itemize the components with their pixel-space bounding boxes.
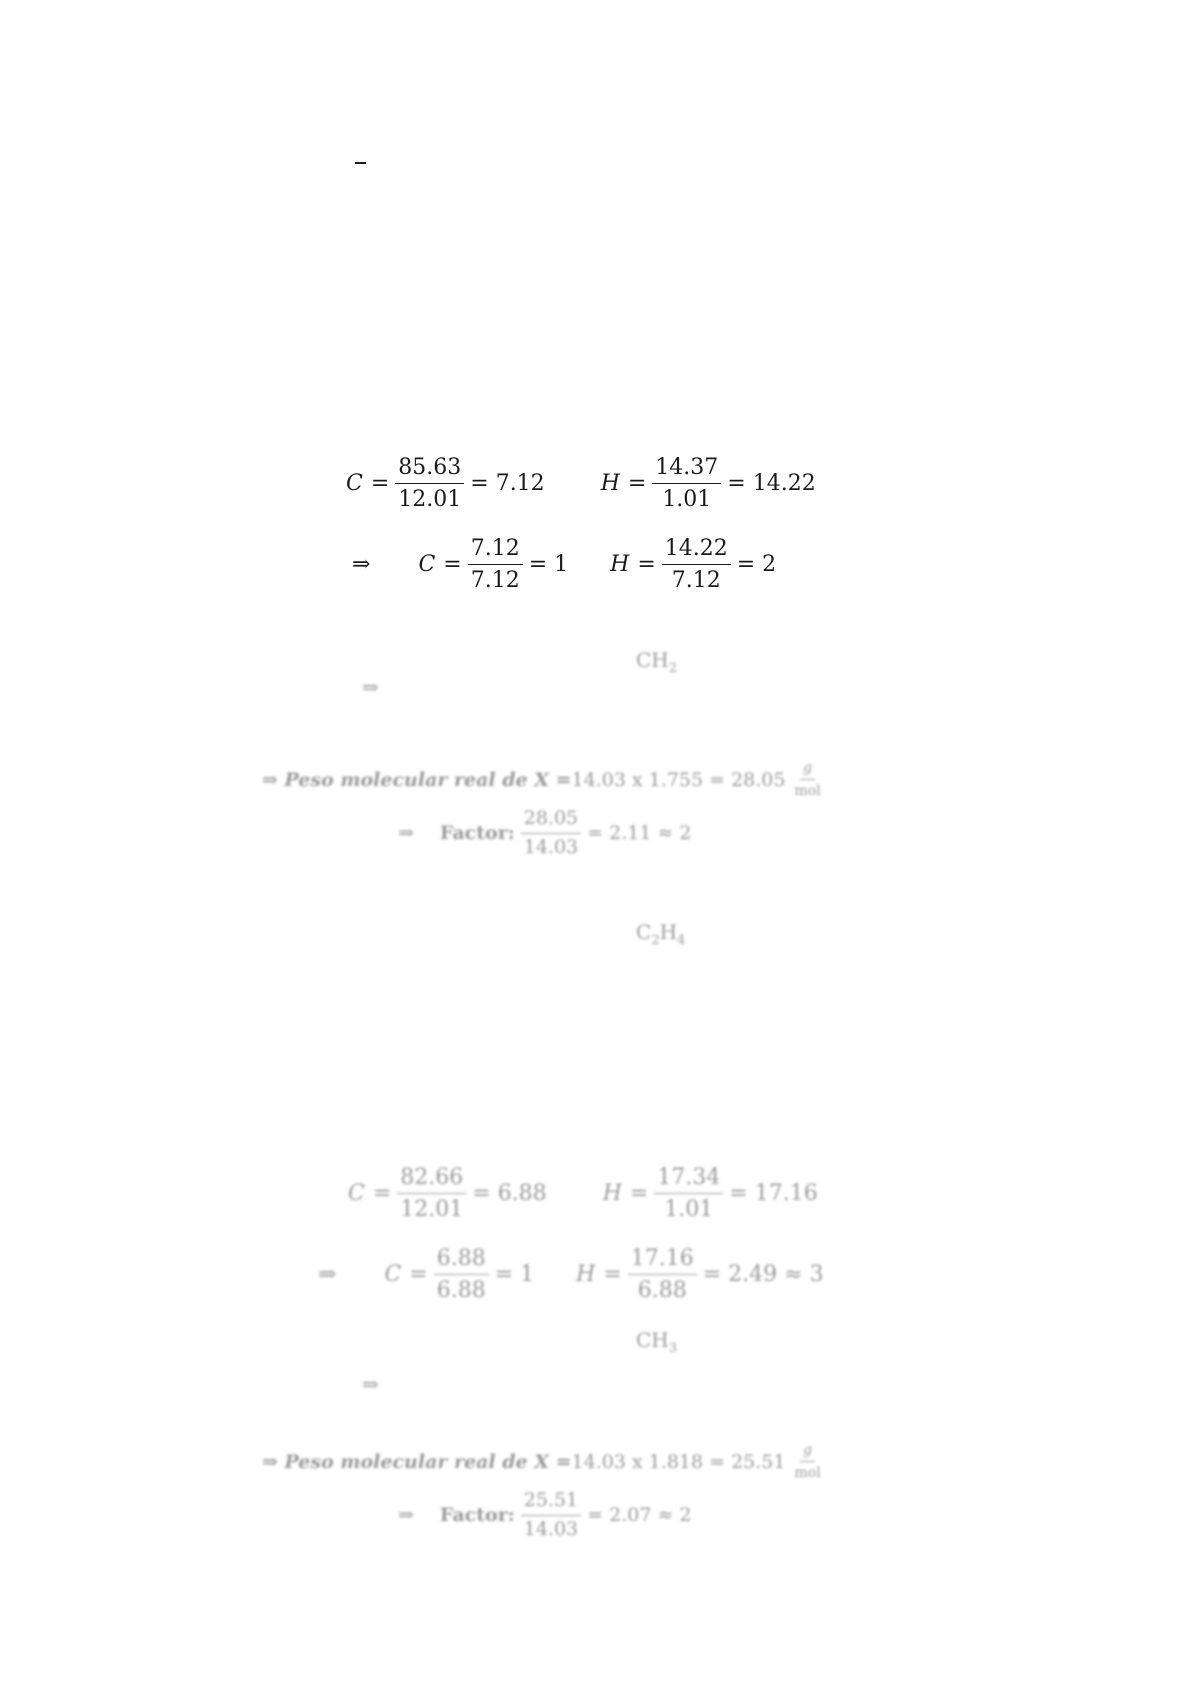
numerator: 17.16 xyxy=(628,1246,697,1275)
dash-mark xyxy=(355,162,366,164)
unit-fraction xyxy=(792,1442,824,1481)
numerator: 85.63 xyxy=(395,455,464,484)
carbon-symbol: C xyxy=(348,1181,365,1207)
equals-sign: = xyxy=(372,1181,392,1207)
denominator: 12.01 xyxy=(400,1197,464,1223)
empirical-formula-1 xyxy=(636,648,677,676)
denominator: 14.03 xyxy=(523,1517,579,1540)
formula-subscript: 2 xyxy=(668,661,678,676)
unit-denominator: mol xyxy=(794,783,821,800)
unit-numerator: g xyxy=(800,1442,815,1462)
numerator: 6.88 xyxy=(434,1246,489,1275)
equals-sign: = xyxy=(637,552,656,578)
denominator: 7.12 xyxy=(671,568,721,594)
factor-result: = 2.07 ≈ 2 xyxy=(587,1504,692,1527)
numerator: 14.37 xyxy=(652,455,721,484)
molecular-weight-value: 14.03 x 1.818 = 25.51 xyxy=(571,1450,786,1473)
carbon-fraction xyxy=(434,1246,489,1304)
empirical-formula-2 xyxy=(636,1328,677,1356)
molecular-weight-label: ⇒ Peso molecular real de X = xyxy=(262,768,572,791)
formula-text: CH xyxy=(636,1328,669,1352)
carbon-fraction xyxy=(395,455,464,513)
hydrogen-fraction xyxy=(662,536,731,594)
carbon-fraction xyxy=(468,536,523,594)
carbon-result: = 6.88 xyxy=(472,1181,547,1207)
formula-text: CH xyxy=(636,648,669,672)
molecular-weight-line-2 xyxy=(262,1442,830,1481)
equals-sign: = xyxy=(603,1262,622,1288)
carbon-symbol: C xyxy=(418,552,436,578)
factor-result: = 2.11 ≈ 2 xyxy=(587,822,692,845)
numerator: 82.66 xyxy=(397,1165,466,1194)
equals-sign: = xyxy=(370,471,390,497)
molecular-weight-line-1 xyxy=(262,760,830,799)
hydrogen-symbol: H xyxy=(610,552,630,578)
hydrogen-result: = 17.16 xyxy=(729,1181,818,1207)
formula-text: H xyxy=(659,920,678,944)
factor-line-1 xyxy=(398,808,692,859)
ratio-equation-2 xyxy=(352,536,776,594)
equals-sign: = xyxy=(409,1262,428,1288)
unit-numerator: g xyxy=(800,760,815,780)
implies-arrow-2: ⇒ xyxy=(362,1372,379,1396)
numerator: 14.22 xyxy=(662,536,731,565)
factor-fraction xyxy=(521,1490,581,1541)
unit-denominator: mol xyxy=(794,1465,821,1482)
denominator: 1.01 xyxy=(664,1197,714,1223)
numerator: 25.51 xyxy=(521,1490,581,1516)
carbon-result: = 1 xyxy=(528,552,569,578)
molecular-formula-1 xyxy=(636,920,685,948)
hydrogen-fraction xyxy=(652,455,721,513)
factor-label: Factor: xyxy=(439,1504,515,1527)
denominator: 7.12 xyxy=(470,568,520,594)
factor-label: Factor: xyxy=(439,822,515,845)
molecular-weight-value: 14.03 x 1.755 = 28.05 xyxy=(571,768,786,791)
denominator: 14.03 xyxy=(523,835,579,858)
denominator: 12.01 xyxy=(398,487,462,513)
formula-subscript: 2 xyxy=(651,933,660,948)
denominator: 6.88 xyxy=(436,1278,486,1304)
carbon-symbol: C xyxy=(384,1262,402,1288)
numerator: 28.05 xyxy=(521,808,581,834)
hydrogen-symbol: H xyxy=(602,1181,622,1207)
carbon-result: = 7.12 xyxy=(470,471,545,497)
hydrogen-result: = 14.22 xyxy=(727,471,816,497)
formula-subscript: 4 xyxy=(677,933,686,948)
denominator: 1.01 xyxy=(662,487,712,513)
implies-arrow: ⇒ xyxy=(398,822,414,845)
implies-arrow: ⇒ xyxy=(352,552,371,578)
hydrogen-symbol: H xyxy=(576,1262,596,1288)
ratio-equation-1 xyxy=(346,455,816,513)
equals-sign: = xyxy=(443,552,462,578)
molecular-weight-label: ⇒ Peso molecular real de X = xyxy=(262,1450,572,1473)
factor-line-2 xyxy=(398,1490,692,1541)
numerator: 17.34 xyxy=(654,1165,723,1194)
equals-sign: = xyxy=(627,471,647,497)
implies-arrow: ⇒ xyxy=(398,1504,414,1527)
formula-text: C xyxy=(636,920,652,944)
implies-arrow: ⇒ xyxy=(318,1262,337,1288)
ratio-equation-4 xyxy=(318,1246,824,1304)
hydrogen-fraction xyxy=(628,1246,697,1304)
hydrogen-result: = 2 xyxy=(736,552,777,578)
carbon-fraction xyxy=(397,1165,466,1223)
equals-sign: = xyxy=(629,1181,649,1207)
carbon-result: = 1 xyxy=(494,1262,535,1288)
hydrogen-symbol: H xyxy=(600,471,620,497)
ratio-equation-3 xyxy=(348,1165,818,1223)
hydrogen-result: = 2.49 ≈ 3 xyxy=(702,1262,824,1288)
unit-fraction xyxy=(792,760,824,799)
numerator: 7.12 xyxy=(468,536,523,565)
carbon-symbol: C xyxy=(346,471,363,497)
formula-subscript: 3 xyxy=(668,1341,678,1356)
hydrogen-fraction xyxy=(654,1165,723,1223)
implies-arrow-1: ⇒ xyxy=(362,675,379,699)
denominator: 6.88 xyxy=(637,1278,687,1304)
factor-fraction xyxy=(521,808,581,859)
